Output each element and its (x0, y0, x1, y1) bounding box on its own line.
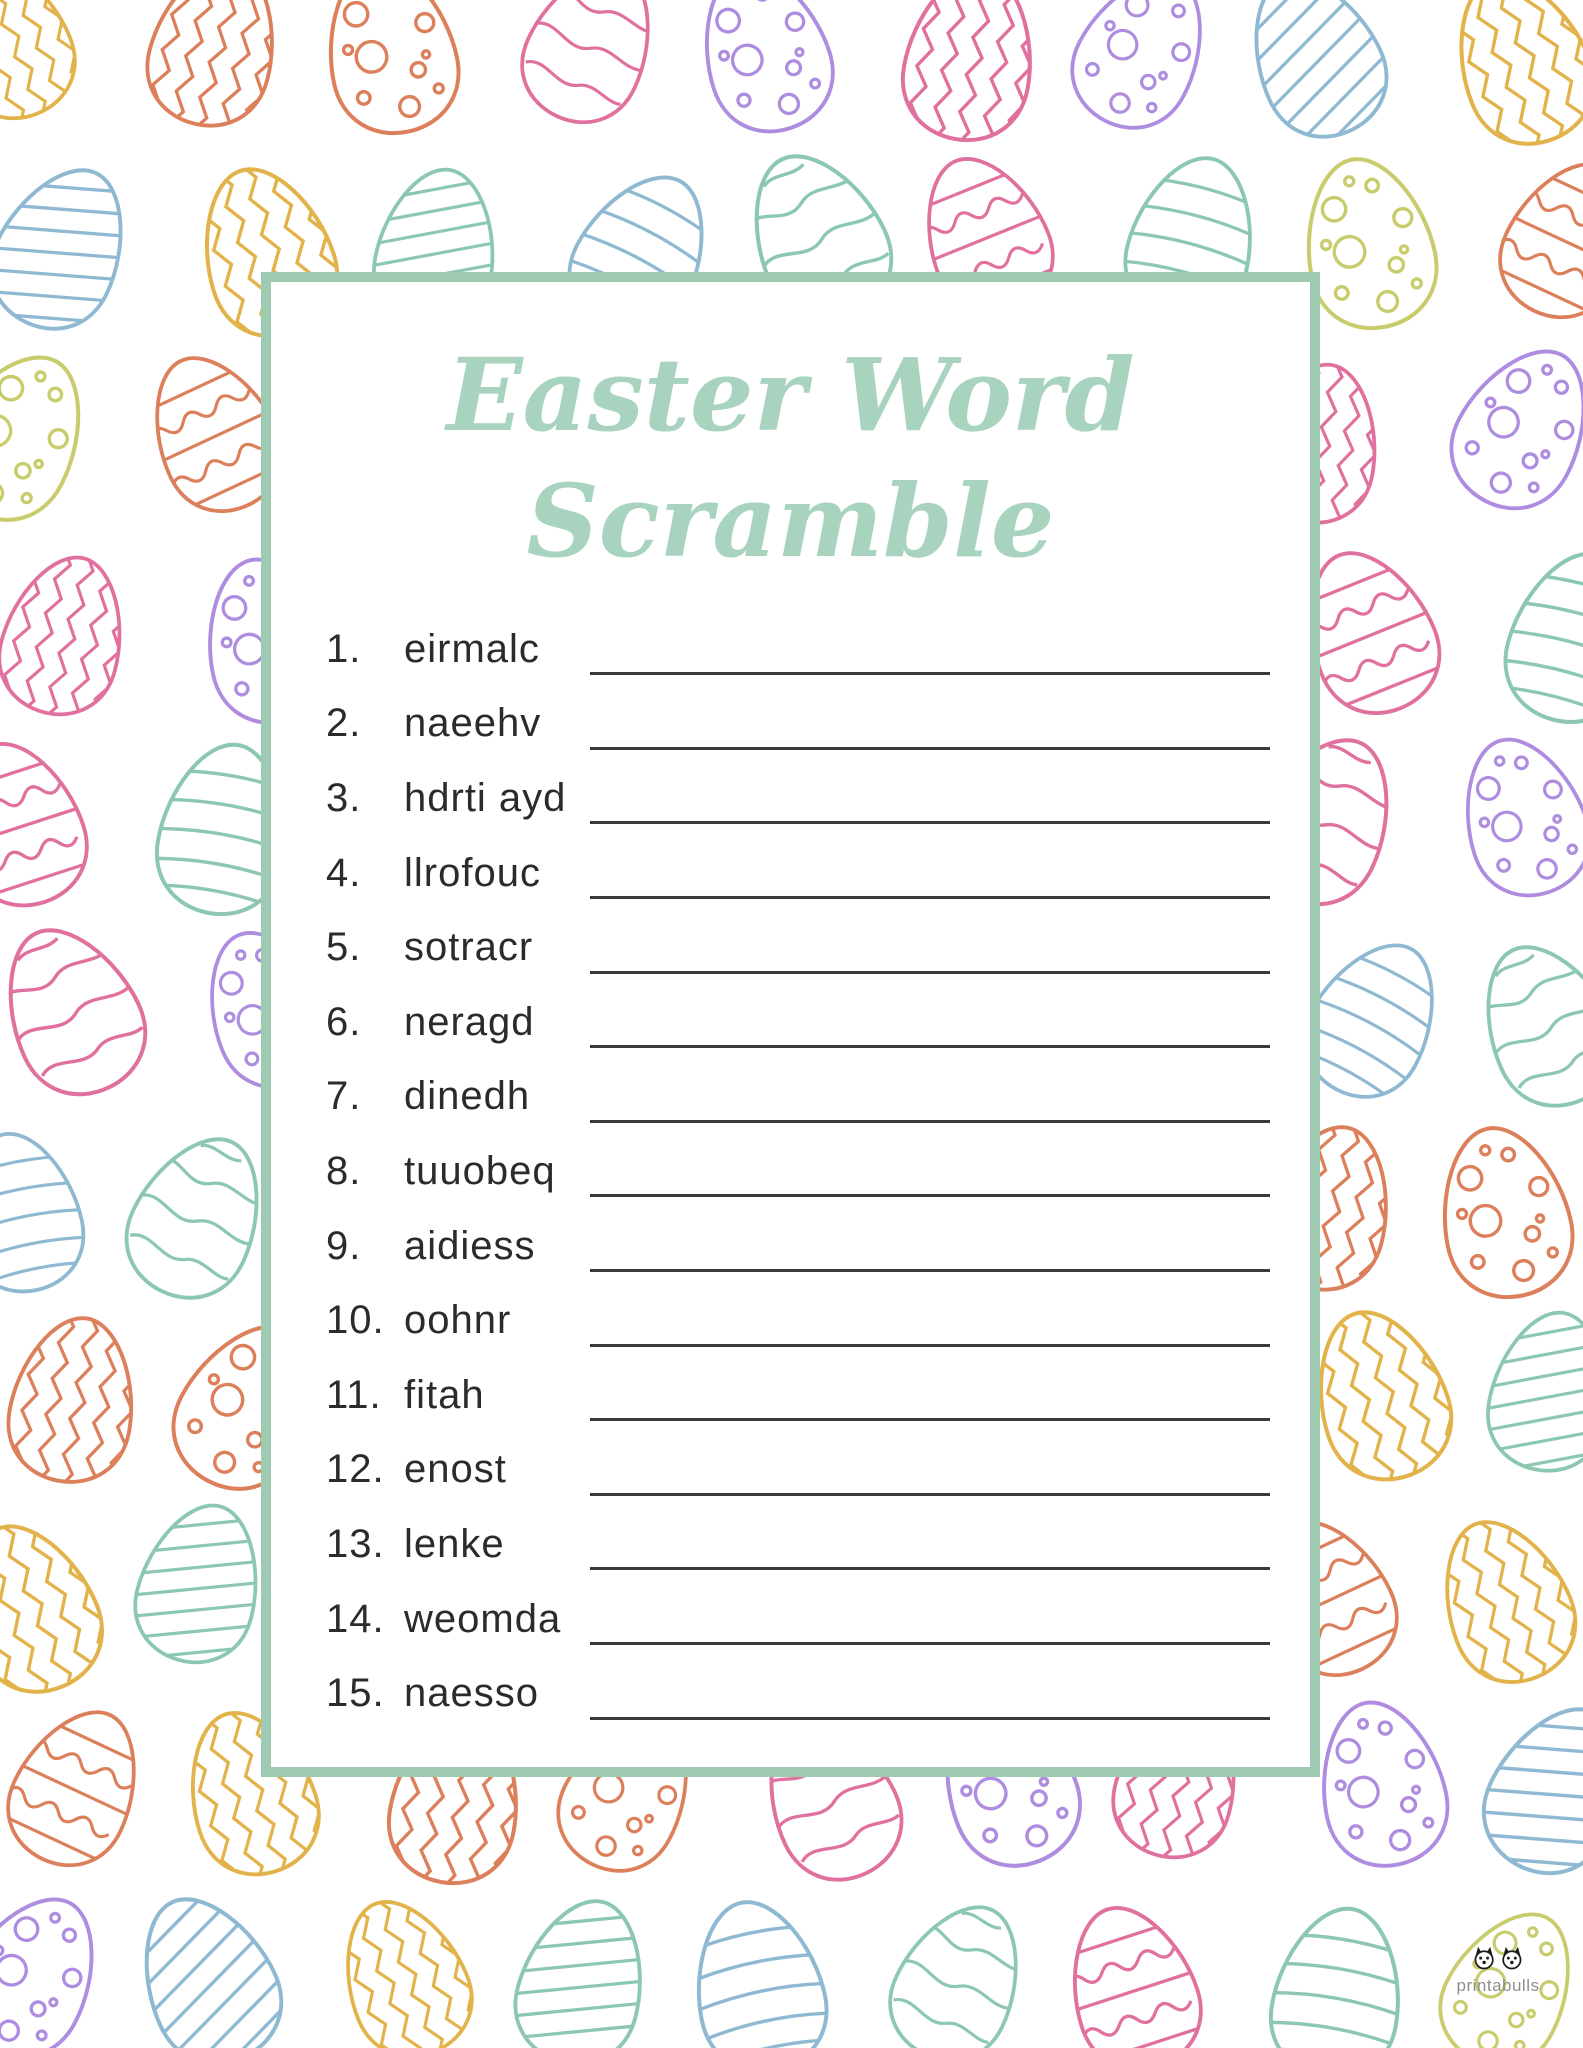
worksheet-card (261, 272, 1320, 1777)
scramble-row (271, 1283, 1310, 1358)
title-line-1: Easter Word (446, 336, 1135, 454)
printabulls-watermark (1428, 1946, 1568, 1994)
item-number: 6. (326, 999, 362, 1044)
answer-blank-line (590, 971, 1270, 974)
answer-blank-line (590, 1344, 1270, 1347)
answer-blank-line (590, 747, 1270, 750)
item-number: 1. (326, 626, 362, 671)
scrambled-word: naesso (404, 1671, 539, 1716)
answer-blank-line (590, 1120, 1270, 1123)
item-number: 13. (326, 1521, 385, 1566)
scramble-row (271, 1134, 1310, 1209)
scramble-row (271, 1656, 1310, 1731)
item-number: 12. (326, 1447, 385, 1492)
item-number: 8. (326, 1148, 362, 1193)
scrambled-word: enost (404, 1447, 507, 1492)
scramble-row (271, 1209, 1310, 1284)
scrambled-word: tuuobeq (404, 1148, 556, 1193)
scrambled-word: llrofouc (404, 850, 541, 895)
item-number: 15. (326, 1671, 385, 1716)
scramble-row (271, 985, 1310, 1060)
scramble-row (271, 1060, 1310, 1135)
answer-blank-line (590, 1418, 1270, 1421)
scramble-row (271, 687, 1310, 762)
answer-blank-line (590, 1642, 1270, 1645)
scrambled-word: oohnr (404, 1298, 512, 1343)
scrambled-word: hdrti ayd (404, 775, 567, 820)
scrambled-word: weomda (404, 1596, 562, 1641)
scramble-word-list (271, 612, 1310, 1731)
scrambled-word: naeehv (404, 701, 542, 746)
item-number: 3. (326, 775, 362, 820)
scramble-row (271, 1433, 1310, 1508)
scrambled-word: dinedh (404, 1074, 531, 1119)
scrambled-word: eirmalc (404, 626, 540, 671)
scrambled-word: neragd (404, 999, 535, 1044)
item-number: 7. (326, 1074, 362, 1119)
scramble-row (271, 612, 1310, 687)
item-number: 9. (326, 1223, 362, 1268)
answer-blank-line (590, 821, 1270, 824)
item-number: 5. (326, 925, 362, 970)
scramble-row (271, 1582, 1310, 1657)
scramble-row (271, 836, 1310, 911)
scrambled-word: fitah (404, 1372, 485, 1417)
worksheet-title (271, 332, 1310, 584)
answer-blank-line (590, 1269, 1270, 1272)
answer-blank-line (590, 1194, 1270, 1197)
scramble-row (271, 761, 1310, 836)
answer-blank-line (590, 672, 1270, 675)
answer-blank-line (590, 1567, 1270, 1570)
item-number: 4. (326, 850, 362, 895)
scrambled-word: sotracr (404, 925, 534, 970)
item-number: 10. (326, 1298, 385, 1343)
scramble-row (271, 1507, 1310, 1582)
answer-blank-line (590, 1493, 1270, 1496)
answer-blank-line (590, 1717, 1270, 1720)
answer-blank-line (590, 896, 1270, 899)
item-number: 2. (326, 701, 362, 746)
scramble-row (271, 1358, 1310, 1433)
item-number: 11. (326, 1372, 382, 1417)
title-line-2: Scramble (526, 462, 1055, 580)
scrambled-word: lenke (404, 1521, 505, 1566)
item-number: 14. (326, 1596, 385, 1641)
bulldog-logo-icon (1469, 1946, 1527, 1972)
scramble-row (271, 910, 1310, 985)
answer-blank-line (590, 1045, 1270, 1048)
brand-name: printabulls (1456, 1976, 1540, 1995)
scrambled-word: aidiess (404, 1223, 536, 1268)
